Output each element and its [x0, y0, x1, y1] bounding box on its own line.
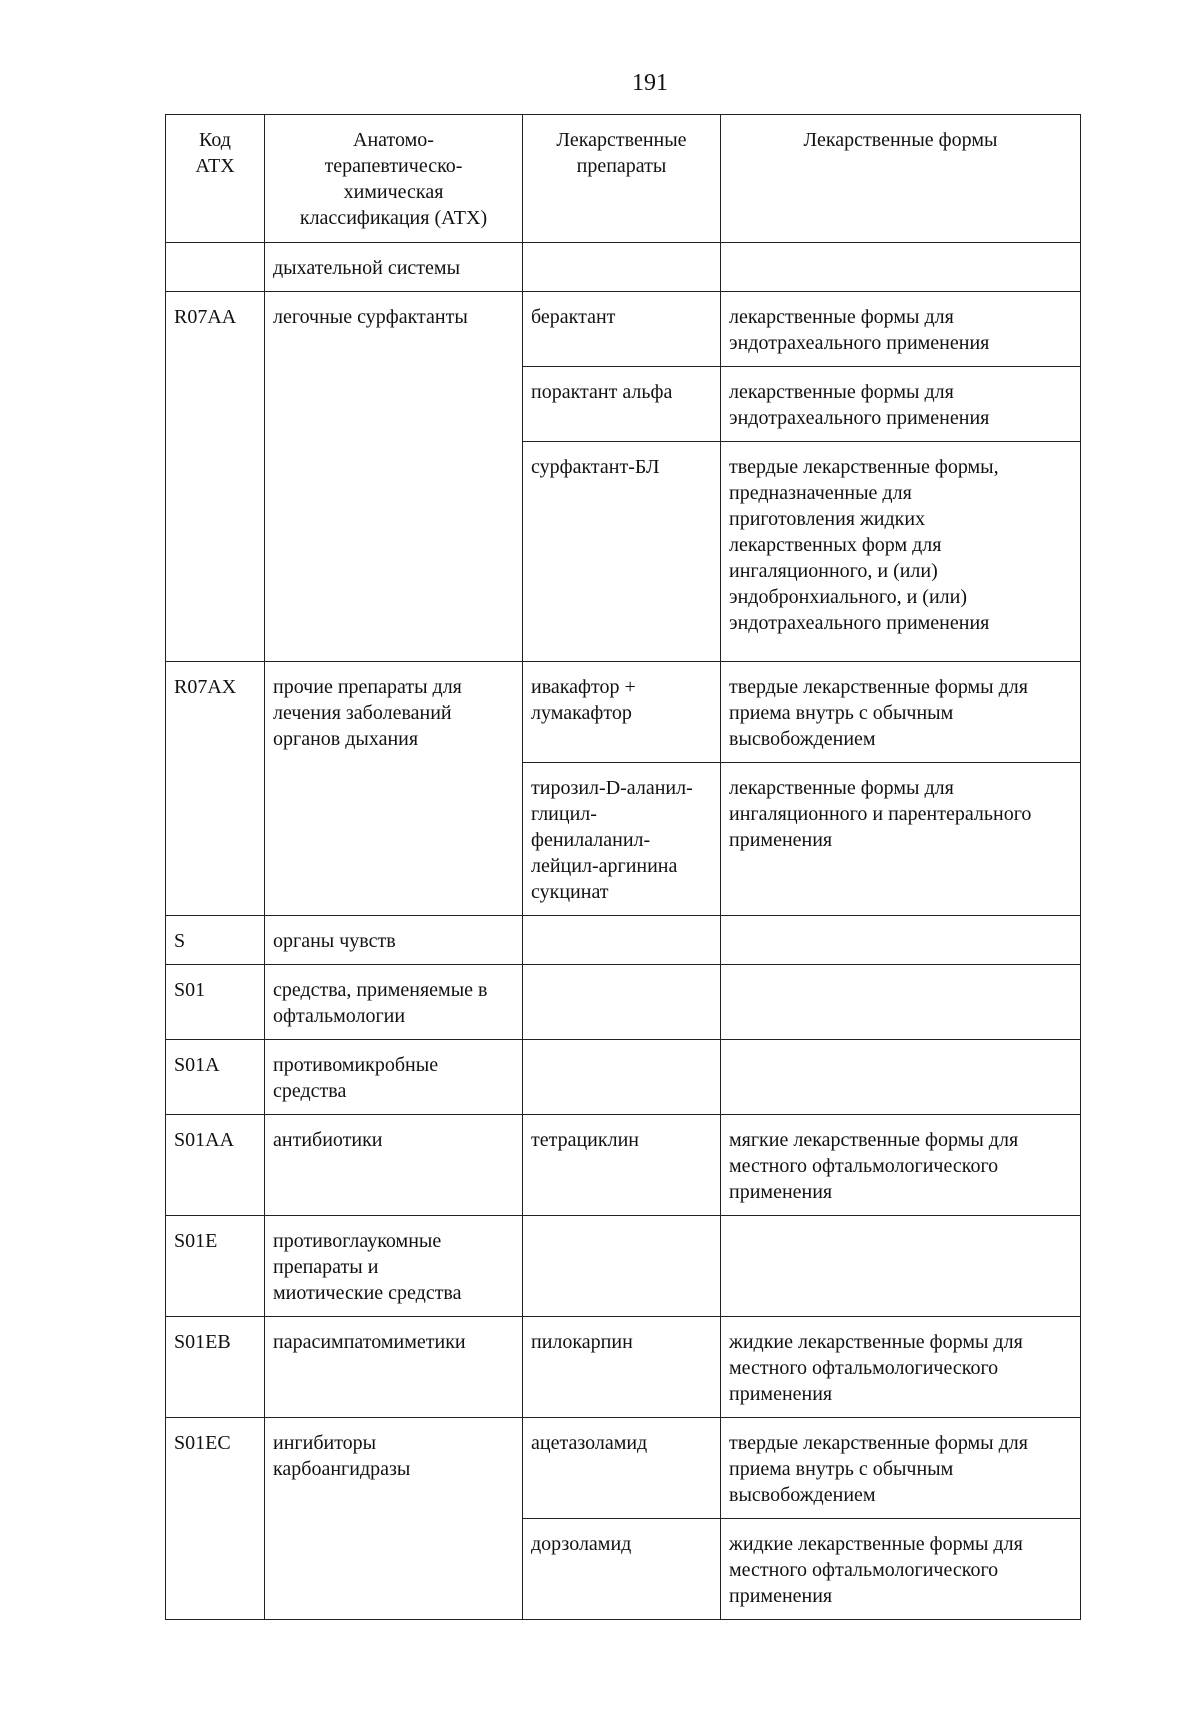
table-row [166, 965, 1081, 1040]
header-drugs: Лекарственные препараты [523, 115, 721, 243]
cell-drug [523, 1216, 721, 1317]
table-row [166, 1040, 1081, 1115]
cell-classification: прочие препараты для лечения заболеваний органов дыхания [265, 662, 523, 916]
cell-drug: ацетазоламид [523, 1418, 721, 1519]
cell-form [721, 965, 1081, 1040]
cell-drug: тетрациклин [523, 1115, 721, 1216]
cell-form: твердые лекарственные формы, предназначенные для приготовления жидких лекарственных форм для ингаляционного, и (или) эндобронхиального, и (или) эндотрахеального применения [721, 442, 1081, 662]
cell-drug: ивакафтор + лумакафтор [523, 662, 721, 763]
cell-drug [523, 243, 721, 292]
cell-form [721, 1216, 1081, 1317]
cell-drug [523, 1040, 721, 1115]
cell-classification: дыхательной системы [265, 243, 523, 292]
cell-classification: легочные сурфактанты [265, 292, 523, 662]
table-row [166, 662, 1081, 763]
page-number: 191 [632, 70, 668, 96]
cell-form: лекарственные формы для эндотрахеального применения [721, 367, 1081, 442]
cell-code: S01 [166, 965, 265, 1040]
cell-form: лекарственные формы для ингаляционного и парентерального применения [721, 763, 1081, 916]
table-row [166, 1115, 1081, 1216]
cell-form: твердые лекарственные формы для приема внутрь с обычным высвобождением [721, 1418, 1081, 1519]
table-row [166, 1216, 1081, 1317]
cell-code: S01EB [166, 1317, 265, 1418]
header-code: Код АТХ [166, 115, 265, 243]
cell-drug: берактант [523, 292, 721, 367]
cell-drug [523, 965, 721, 1040]
cell-classification: ингибиторы карбоангидразы [265, 1418, 523, 1620]
cell-code: S [166, 916, 265, 965]
table-row [166, 1317, 1081, 1418]
cell-classification: противоглаукомные препараты и миотические средства [265, 1216, 523, 1317]
cell-drug: сурфактант-БЛ [523, 442, 721, 662]
cell-code: R07AA [166, 292, 265, 662]
cell-form: жидкие лекарственные формы для местного офтальмологического применения [721, 1519, 1081, 1620]
table-row [166, 1418, 1081, 1519]
cell-code: R07AX [166, 662, 265, 916]
table-header-row [166, 115, 1081, 243]
cell-classification: органы чувств [265, 916, 523, 965]
cell-code: S01E [166, 1216, 265, 1317]
cell-form [721, 243, 1081, 292]
cell-drug [523, 916, 721, 965]
cell-drug: порактант альфа [523, 367, 721, 442]
header-forms: Лекарственные формы [721, 115, 1081, 243]
header-classification: Анатомо- терапевтическо- химическая классификация (АТХ) [265, 115, 523, 243]
cell-classification: парасимпатомиметики [265, 1317, 523, 1418]
cell-code: S01A [166, 1040, 265, 1115]
table-row [166, 243, 1081, 292]
table-row [166, 292, 1081, 367]
cell-form: лекарственные формы для эндотрахеального применения [721, 292, 1081, 367]
cell-form [721, 916, 1081, 965]
cell-drug: дорзоламид [523, 1519, 721, 1620]
cell-form: твердые лекарственные формы для приема внутрь с обычным высвобождением [721, 662, 1081, 763]
cell-drug: пилокарпин [523, 1317, 721, 1418]
cell-drug: тирозил-D-аланил- глицил- фенилаланил- лейцил-аргинина сукцинат [523, 763, 721, 916]
atc-drug-table [165, 114, 1081, 1620]
cell-form: жидкие лекарственные формы для местного офтальмологического применения [721, 1317, 1081, 1418]
cell-form [721, 1040, 1081, 1115]
cell-code [166, 243, 265, 292]
cell-classification: средства, применяемые в офтальмологии [265, 965, 523, 1040]
cell-classification: антибиотики [265, 1115, 523, 1216]
cell-form: мягкие лекарственные формы для местного офтальмологического применения [721, 1115, 1081, 1216]
table-row [166, 916, 1081, 965]
cell-code: S01AA [166, 1115, 265, 1216]
cell-code: S01EC [166, 1418, 265, 1620]
cell-classification: противомикробные средства [265, 1040, 523, 1115]
